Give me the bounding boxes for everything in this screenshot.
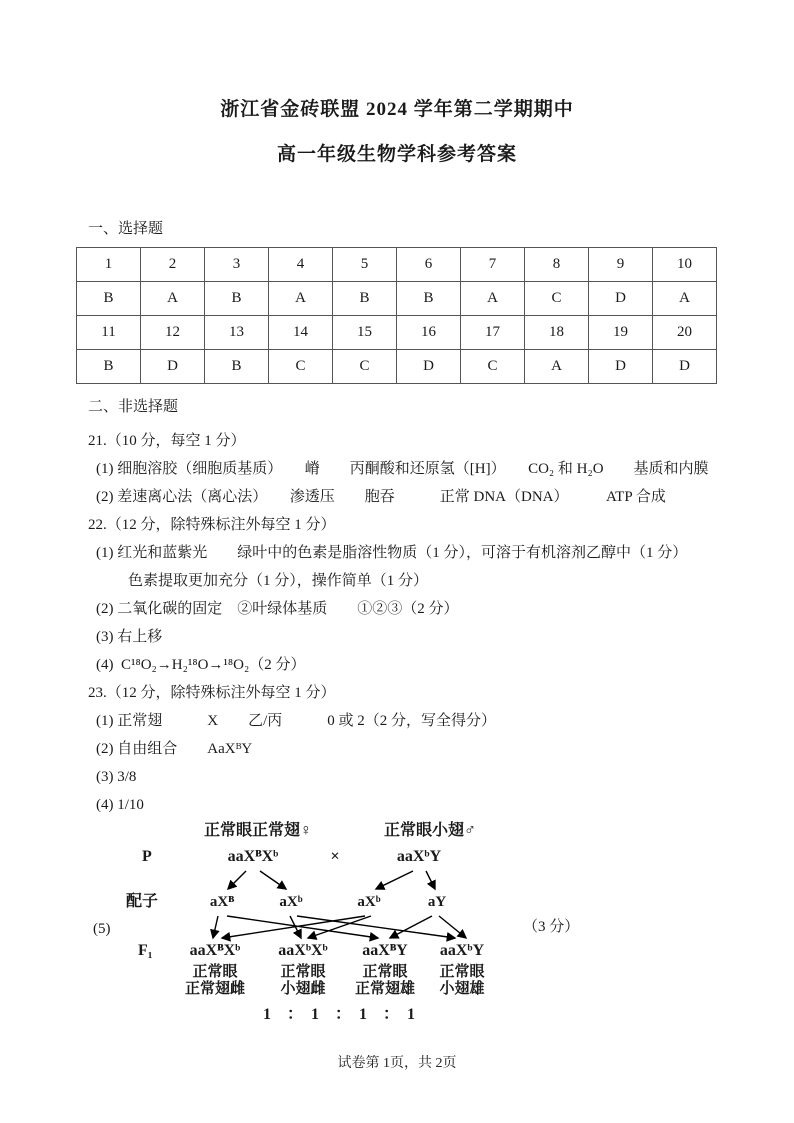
question-23-answer-1: (1) 正常翅 X 乙/丙 0 或 2（2 分，写全得分） — [96, 713, 496, 729]
table-cell: 6 — [397, 248, 461, 282]
parent-male-phenotype-title: 正常眼小翅♂ — [383, 822, 477, 839]
parent-female-phenotype-title: 正常眼正常翅♀ — [203, 822, 313, 839]
offspring-1-phenotype-line2: 正常翅雌 — [184, 981, 246, 997]
offspring-ratio: 1 ： 1 ： 1 ： 1 — [262, 1006, 416, 1023]
table-cell: D — [589, 282, 653, 316]
table-cell: 2 — [141, 248, 205, 282]
gamete-1: aXᴮ — [209, 894, 235, 910]
offspring-2-phenotype-line1: 正常眼 — [280, 964, 326, 980]
question-23-answer-3: (3) 3/8 — [96, 769, 137, 785]
table-cell: 17 — [461, 316, 525, 350]
table-cell: D — [141, 350, 205, 384]
question-21-answer-1: (1) 细胞溶胶（细胞质基质） 嵴 丙酮酸和还原氢（[H]） CO₂ 和 H₂O 基质和内膜 — [96, 461, 709, 477]
table-cell: C — [461, 350, 525, 384]
table-cell: 4 — [269, 248, 333, 282]
table-cell: B — [77, 282, 141, 316]
title-line-2: 高一年级生物学科参考答案 — [276, 144, 517, 165]
offspring-4-phenotype-line2: 小翅雄 — [439, 981, 485, 997]
offspring-3-phenotype-line1: 正常眼 — [362, 964, 408, 980]
table-cell: 7 — [461, 248, 525, 282]
gamete-4: aY — [427, 894, 447, 910]
table-cell: 5 — [333, 248, 397, 282]
table-cell: 19 — [589, 316, 653, 350]
table-cell: 3 — [205, 248, 269, 282]
section-1-heading: 一、选择题 — [88, 221, 164, 237]
table-cell: D — [653, 350, 717, 384]
table-cell: 13 — [205, 316, 269, 350]
table-cell: C — [269, 350, 333, 384]
offspring-1-phenotype-line1: 正常眼 — [192, 964, 238, 980]
multiple-choice-answer-table — [76, 247, 717, 384]
f1-generation-label: F₁ — [138, 942, 153, 959]
table-cell: 8 — [525, 248, 589, 282]
question-23-header: 23.（12 分，除特殊标注外每空 1 分） — [88, 685, 336, 701]
table-cell: 20 — [653, 316, 717, 350]
table-cell: A — [525, 350, 589, 384]
genetic-cross-diagram — [0, 821, 794, 1035]
question-22-answer-3: (3) 右上移 — [96, 629, 163, 645]
offspring-3-phenotype-line2: 正常翅雄 — [354, 981, 416, 997]
p-male-genotype: aaXᵇY — [396, 848, 442, 865]
question-22-answer-1: (1) 红光和蓝紫光 绿叶中的色素是脂溶性物质（1 分），可溶于有机溶剂乙醇中（1 分） — [96, 545, 688, 561]
cross-symbol: × — [330, 848, 340, 865]
table-cell: 1 — [77, 248, 141, 282]
question-22-header: 22.（12 分，除特殊标注外每空 1 分） — [88, 517, 336, 533]
table-cell: B — [205, 350, 269, 384]
question-23-answer-4: (4) 1/10 — [96, 797, 144, 813]
gamete-2: aXᵇ — [279, 894, 303, 910]
table-cell: B — [397, 282, 461, 316]
free-response-answers — [88, 427, 794, 819]
item-5-label: (5) — [93, 921, 111, 937]
document-header — [0, 0, 794, 167]
table-cell: 14 — [269, 316, 333, 350]
table-cell: 10 — [653, 248, 717, 282]
table-cell: B — [205, 282, 269, 316]
answer-row — [77, 282, 717, 316]
page-footer: 试卷第 1页，共 2页 — [337, 1056, 457, 1071]
table-cell: D — [397, 350, 461, 384]
offspring-4-phenotype-line1: 正常眼 — [439, 964, 485, 980]
table-cell: B — [333, 282, 397, 316]
item-5-score-note: （3 分） — [523, 919, 580, 935]
question-22-answer-2: (2) 二氧化碳的固定 ②叶绿体基质 ①②③（2 分） — [96, 601, 459, 617]
table-cell: C — [333, 350, 397, 384]
table-cell: A — [269, 282, 333, 316]
p-generation-label: P — [142, 848, 152, 865]
table-cell: A — [653, 282, 717, 316]
answer-row — [77, 350, 717, 384]
table-cell: 12 — [141, 316, 205, 350]
p-female-genotype: aaXᴮXᵇ — [227, 848, 279, 865]
question-21-header: 21.（10 分，每空 1 分） — [88, 433, 246, 449]
offspring-2-genotype: aaXᵇXᵇ — [278, 942, 328, 959]
question-23-answer-2: (2) 自由组合 AaXᴮY — [96, 741, 253, 757]
table-cell: 18 — [525, 316, 589, 350]
table-cell: B — [77, 350, 141, 384]
section-2-heading: 二、非选择题 — [88, 399, 179, 415]
table-cell: D — [589, 350, 653, 384]
offspring-4-genotype: aaXᵇY — [439, 942, 485, 959]
gametes-label: 配子 — [126, 893, 159, 910]
offspring-3-genotype: aaXᴮY — [362, 942, 408, 959]
question-22-answer-1-continued: 色素提取更加充分（1 分），操作简单（1 分） — [128, 573, 429, 589]
table-cell: 9 — [589, 248, 653, 282]
table-cell: A — [141, 282, 205, 316]
table-cell: 15 — [333, 316, 397, 350]
gamete-3: aXᵇ — [357, 894, 381, 910]
question-number-row — [77, 316, 717, 350]
offspring-2-phenotype-line2: 小翅雌 — [280, 981, 326, 997]
table-cell: C — [525, 282, 589, 316]
question-number-row — [77, 248, 717, 282]
question-22-answer-4: (4) C¹⁸O₂→H₂¹⁸O→¹⁸O₂（2 分） — [96, 657, 306, 673]
question-21-answer-2: (2) 差速离心法（离心法） 渗透压 胞吞 正常 DNA（DNA） ATP 合成 — [96, 489, 666, 505]
table-cell: A — [461, 282, 525, 316]
table-cell: 11 — [77, 316, 141, 350]
title-line-1: 浙江省金砖联盟 2024 学年第二学期期中 — [220, 99, 574, 120]
offspring-1-genotype: aaXᴮXᵇ — [189, 942, 241, 959]
table-cell: 16 — [397, 316, 461, 350]
